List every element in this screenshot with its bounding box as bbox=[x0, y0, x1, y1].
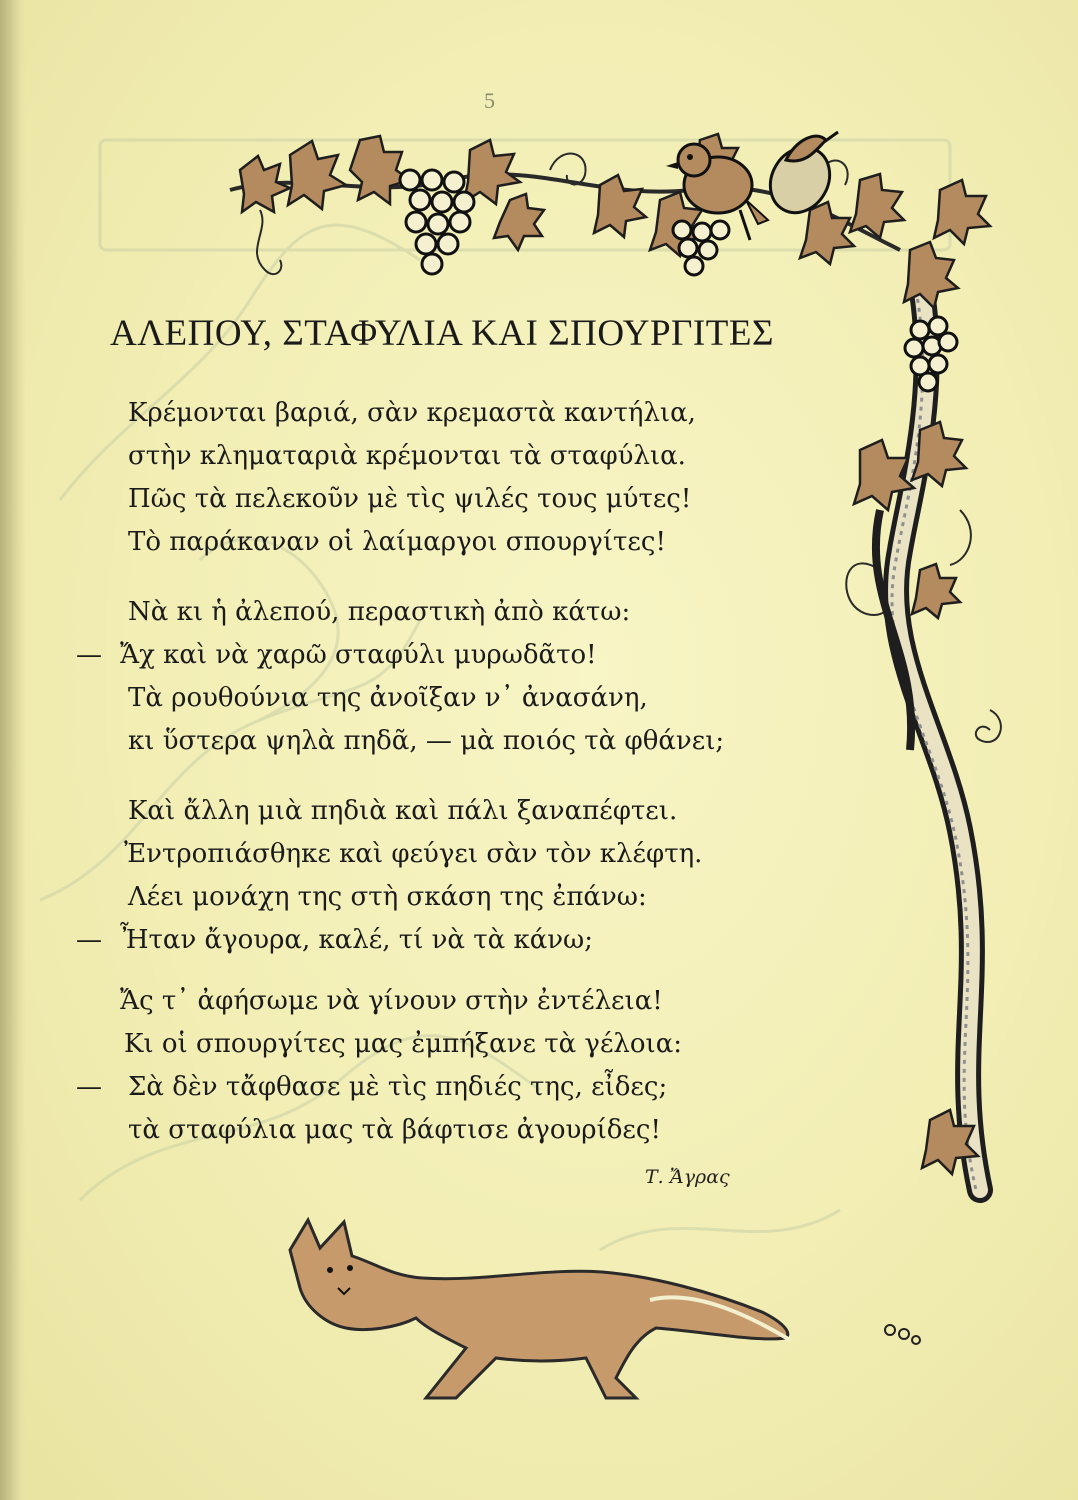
stanza3-line3: Λέει μονάχη της στὴ σκάση της ἐπάνω: bbox=[128, 882, 647, 912]
grape-bunch-2 bbox=[673, 221, 729, 275]
grape-bunch-3 bbox=[905, 317, 957, 391]
dialogue-dash-1: — bbox=[76, 640, 102, 670]
stanza1-line3: Πῶς τὰ πελεκοῦν μὲ τὶς ψιλές τους μύτες! bbox=[128, 484, 692, 514]
stanza2-line2: Ἄχ καὶ νὰ χαρῶ σταφύλι μυρωδᾶτο! bbox=[120, 640, 597, 670]
page-gutter-shadow bbox=[0, 0, 26, 1500]
dialogue-dash-2: — bbox=[76, 925, 102, 955]
grape-bunch-1 bbox=[400, 170, 474, 274]
small-circles-decoration bbox=[880, 1320, 940, 1350]
stanza1-line1: Κρέμονται βαριά, σὰν κρεμαστὰ καντήλια, bbox=[128, 398, 696, 428]
stanza2-line1: Νὰ κι ἡ ἀλεπού, περαστικὴ ἀπὸ κάτω: bbox=[128, 597, 631, 627]
stanza4-line4: τὰ σταφύλια μας τὰ βάφτισε ἀγουρίδες! bbox=[128, 1115, 661, 1145]
stanza1-line2: στὴν κληματαριὰ κρέμονται τὰ σταφύλια. bbox=[128, 441, 686, 471]
poem-author: Τ. Ἄγρας bbox=[645, 1166, 730, 1188]
fox-illustration bbox=[270, 1210, 810, 1400]
stanza4-line1: Ἄς τ᾽ ἀφήσωμε νὰ γίνουν στὴν ἐντέλεια! bbox=[120, 986, 663, 1016]
stanza4-line2: Κι οἱ σπουργίτες μας ἐμπήξανε τὰ γέλοια: bbox=[124, 1029, 683, 1059]
dialogue-dash-3: — bbox=[76, 1072, 102, 1102]
stanza1-line4: Τὸ παράκαναν οἱ λαίμαργοι σπουργίτες! bbox=[128, 527, 666, 557]
stanza3-line4: Ἦταν ἄγουρα, καλέ, τί νὰ τὰ κάνω; bbox=[120, 925, 594, 955]
stanza3-line1: Καὶ ἄλλη μιὰ πηδιὰ καὶ πάλι ξαναπέφτει. bbox=[128, 796, 678, 826]
poem-title: ΑΛΕΠΟΥ, ΣΤΑΦΥΛΙΑ ΚΑΙ ΣΠΟΥΡΓΙΤΕΣ bbox=[110, 313, 774, 354]
page-number: 5 bbox=[484, 88, 495, 113]
stanza2-line4: κι ὕστερα ψηλὰ πηδᾶ, — μὰ ποιός τὰ φθάνει; bbox=[128, 726, 725, 756]
stanza4-line3: Σὰ δὲν τἄφθασε μὲ τὶς πηδιές της, εἶδες; bbox=[128, 1072, 668, 1102]
stanza3-line2: Ἐντροπιάσθηκε καὶ φεύγει σὰν τὸν κλέφτη. bbox=[124, 839, 703, 869]
stanza2-line3: Τὰ ρουθούνια της ἀνοῖξαν ν᾽ ἀνασάνη, bbox=[128, 683, 648, 713]
